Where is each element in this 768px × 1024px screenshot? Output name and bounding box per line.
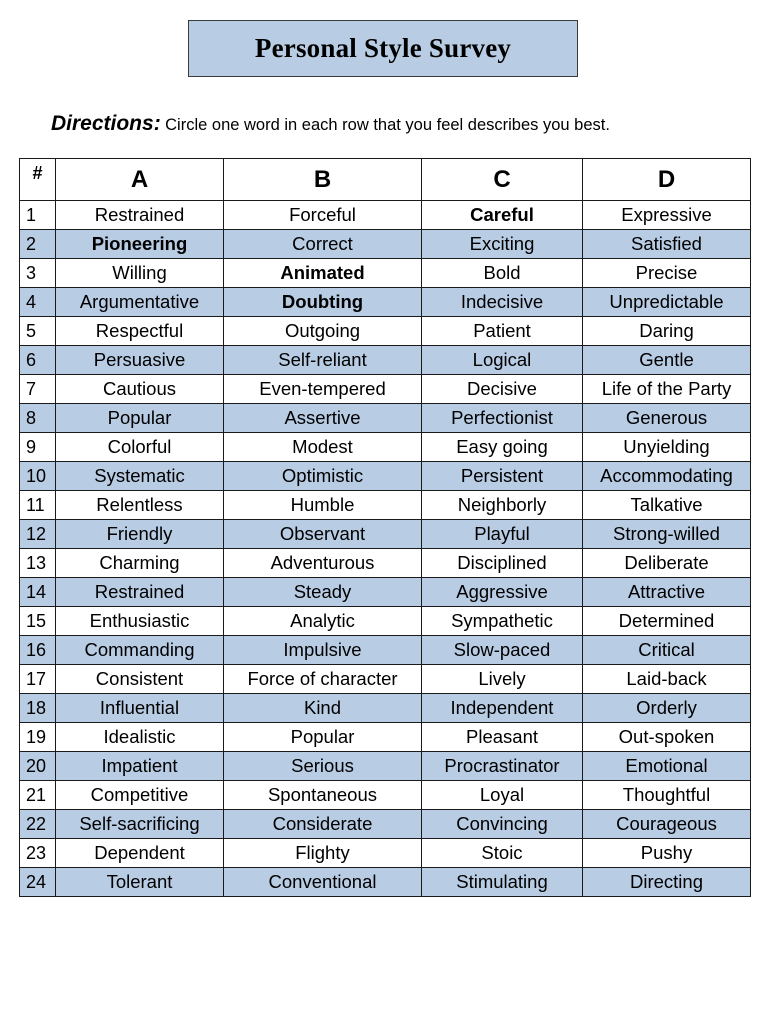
word-option-a[interactable]: Self-sacrificing [56, 810, 224, 839]
page-title: Personal Style Survey [254, 33, 512, 63]
header-c: C [422, 159, 583, 201]
word-option-b[interactable]: Animated [224, 259, 422, 288]
table-row [20, 752, 751, 781]
word-option-b[interactable]: Flighty [224, 839, 422, 868]
row-number: 6 [20, 346, 56, 375]
word-option-c[interactable]: Lively [422, 665, 583, 694]
word-option-c[interactable]: Careful [422, 201, 583, 230]
word-option-c[interactable]: Bold [422, 259, 583, 288]
word-option-a[interactable]: Persuasive [56, 346, 224, 375]
word-option-b[interactable]: Serious [224, 752, 422, 781]
word-option-c[interactable]: Exciting [422, 230, 583, 259]
word-option-b[interactable]: Self-reliant [224, 346, 422, 375]
word-option-a[interactable]: Enthusiastic [56, 607, 224, 636]
row-number: 9 [20, 433, 56, 462]
word-option-d[interactable]: Attractive [583, 578, 751, 607]
word-option-d[interactable]: Laid-back [583, 665, 751, 694]
word-option-a[interactable]: Relentless [56, 491, 224, 520]
table-row [20, 723, 751, 752]
word-option-c[interactable]: Independent [422, 694, 583, 723]
survey-body [20, 201, 751, 897]
word-option-d[interactable]: Orderly [583, 694, 751, 723]
word-option-b[interactable]: Outgoing [224, 317, 422, 346]
word-option-a[interactable]: Popular [56, 404, 224, 433]
row-number: 16 [20, 636, 56, 665]
row-number: 20 [20, 752, 56, 781]
word-option-b[interactable]: Kind [224, 694, 422, 723]
table-row [20, 404, 751, 433]
table-row [20, 665, 751, 694]
word-option-d[interactable]: Unyielding [583, 433, 751, 462]
word-option-a[interactable]: Willing [56, 259, 224, 288]
word-option-d[interactable]: Pushy [583, 839, 751, 868]
table-row [20, 201, 751, 230]
word-option-b[interactable]: Conventional [224, 868, 422, 897]
directions-label: Directions: [51, 112, 161, 135]
word-option-b[interactable]: Even-tempered [224, 375, 422, 404]
row-number: 12 [20, 520, 56, 549]
row-number: 2 [20, 230, 56, 259]
word-option-a[interactable]: Cautious [56, 375, 224, 404]
word-option-a[interactable]: Dependent [56, 839, 224, 868]
word-option-c[interactable]: Decisive [422, 375, 583, 404]
header-b: B [224, 159, 422, 201]
word-option-b[interactable]: Popular [224, 723, 422, 752]
table-row [20, 781, 751, 810]
word-option-c[interactable]: Disciplined [422, 549, 583, 578]
word-option-c[interactable]: Procrastinator [422, 752, 583, 781]
word-option-d[interactable]: Satisfied [583, 230, 751, 259]
table-row [20, 462, 751, 491]
word-option-c[interactable]: Patient [422, 317, 583, 346]
row-number: 19 [20, 723, 56, 752]
word-option-d[interactable]: Daring [583, 317, 751, 346]
title-box [188, 20, 578, 77]
word-option-c[interactable]: Stimulating [422, 868, 583, 897]
word-option-c[interactable]: Sympathetic [422, 607, 583, 636]
word-option-c[interactable]: Neighborly [422, 491, 583, 520]
table-row [20, 346, 751, 375]
word-option-c[interactable]: Persistent [422, 462, 583, 491]
word-option-c[interactable]: Loyal [422, 781, 583, 810]
table-row [20, 694, 751, 723]
row-number: 13 [20, 549, 56, 578]
word-option-b[interactable]: Humble [224, 491, 422, 520]
word-option-c[interactable]: Aggressive [422, 578, 583, 607]
row-number: 23 [20, 839, 56, 868]
word-option-b[interactable]: Optimistic [224, 462, 422, 491]
row-number: 10 [20, 462, 56, 491]
word-option-a[interactable]: Friendly [56, 520, 224, 549]
header-d: D [583, 159, 751, 201]
word-option-b[interactable]: Modest [224, 433, 422, 462]
word-option-b[interactable]: Doubting [224, 288, 422, 317]
row-number: 1 [20, 201, 56, 230]
table-row [20, 230, 751, 259]
directions-text: Circle one word in each row that you feel describes you best. [165, 116, 610, 134]
word-option-d[interactable]: Strong-willed [583, 520, 751, 549]
word-option-a[interactable]: Restrained [56, 578, 224, 607]
word-option-c[interactable]: Logical [422, 346, 583, 375]
word-option-c[interactable]: Stoic [422, 839, 583, 868]
word-option-b[interactable]: Adventurous [224, 549, 422, 578]
word-option-a[interactable]: Idealistic [56, 723, 224, 752]
word-option-d[interactable]: Unpredictable [583, 288, 751, 317]
word-option-a[interactable]: Respectful [56, 317, 224, 346]
directions [51, 112, 751, 136]
word-option-b[interactable]: Force of character [224, 665, 422, 694]
word-option-a[interactable]: Pioneering [56, 230, 224, 259]
row-number: 17 [20, 665, 56, 694]
table-row [20, 636, 751, 665]
row-number: 3 [20, 259, 56, 288]
row-number: 18 [20, 694, 56, 723]
word-option-c[interactable]: Pleasant [422, 723, 583, 752]
word-option-d[interactable]: Accommodating [583, 462, 751, 491]
table-row [20, 578, 751, 607]
word-option-c[interactable]: Easy going [422, 433, 583, 462]
row-number: 15 [20, 607, 56, 636]
table-row [20, 607, 751, 636]
word-option-c[interactable]: Convincing [422, 810, 583, 839]
word-option-b[interactable]: Forceful [224, 201, 422, 230]
row-number: 14 [20, 578, 56, 607]
row-number: 11 [20, 491, 56, 520]
word-option-d[interactable]: Out-spoken [583, 723, 751, 752]
word-option-d[interactable]: Life of the Party [583, 375, 751, 404]
word-option-b[interactable]: Considerate [224, 810, 422, 839]
word-option-a[interactable]: Systematic [56, 462, 224, 491]
word-option-a[interactable]: Charming [56, 549, 224, 578]
word-option-d[interactable]: Directing [583, 868, 751, 897]
word-option-b[interactable]: Assertive [224, 404, 422, 433]
word-option-a[interactable]: Influential [56, 694, 224, 723]
word-option-a[interactable]: Competitive [56, 781, 224, 810]
word-option-c[interactable]: Perfectionist [422, 404, 583, 433]
table-row [20, 433, 751, 462]
row-number: 24 [20, 868, 56, 897]
word-option-d[interactable]: Courageous [583, 810, 751, 839]
word-option-c[interactable]: Slow-paced [422, 636, 583, 665]
table-row [20, 520, 751, 549]
row-number: 7 [20, 375, 56, 404]
word-option-a[interactable]: Restrained [56, 201, 224, 230]
word-option-c[interactable]: Indecisive [422, 288, 583, 317]
word-option-a[interactable]: Commanding [56, 636, 224, 665]
word-option-d[interactable]: Thoughtful [583, 781, 751, 810]
word-option-a[interactable]: Argumentative [56, 288, 224, 317]
table-row [20, 259, 751, 288]
header-a: A [56, 159, 224, 201]
header-number: # [20, 159, 56, 201]
word-option-d[interactable]: Emotional [583, 752, 751, 781]
word-option-b[interactable]: Spontaneous [224, 781, 422, 810]
row-number: 22 [20, 810, 56, 839]
word-option-d[interactable]: Gentle [583, 346, 751, 375]
word-option-d[interactable]: Determined [583, 607, 751, 636]
word-option-c[interactable]: Playful [422, 520, 583, 549]
word-option-a[interactable]: Colorful [56, 433, 224, 462]
table-row [20, 491, 751, 520]
word-option-d[interactable]: Talkative [583, 491, 751, 520]
word-option-d[interactable]: Generous [583, 404, 751, 433]
table-row [20, 839, 751, 868]
word-option-b[interactable]: Observant [224, 520, 422, 549]
survey-table [19, 158, 751, 897]
table-row [20, 868, 751, 897]
table-row [20, 810, 751, 839]
table-row [20, 375, 751, 404]
word-option-b[interactable]: Steady [224, 578, 422, 607]
word-option-d[interactable]: Deliberate [583, 549, 751, 578]
row-number: 5 [20, 317, 56, 346]
word-option-d[interactable]: Precise [583, 259, 751, 288]
word-option-a[interactable]: Tolerant [56, 868, 224, 897]
word-option-b[interactable]: Impulsive [224, 636, 422, 665]
word-option-a[interactable]: Consistent [56, 665, 224, 694]
table-row [20, 549, 751, 578]
row-number: 8 [20, 404, 56, 433]
word-option-d[interactable]: Critical [583, 636, 751, 665]
word-option-b[interactable]: Correct [224, 230, 422, 259]
table-row [20, 317, 751, 346]
word-option-d[interactable]: Expressive [583, 201, 751, 230]
row-number: 21 [20, 781, 56, 810]
header-row [20, 159, 751, 201]
word-option-a[interactable]: Impatient [56, 752, 224, 781]
table-row [20, 288, 751, 317]
word-option-b[interactable]: Analytic [224, 607, 422, 636]
row-number: 4 [20, 288, 56, 317]
